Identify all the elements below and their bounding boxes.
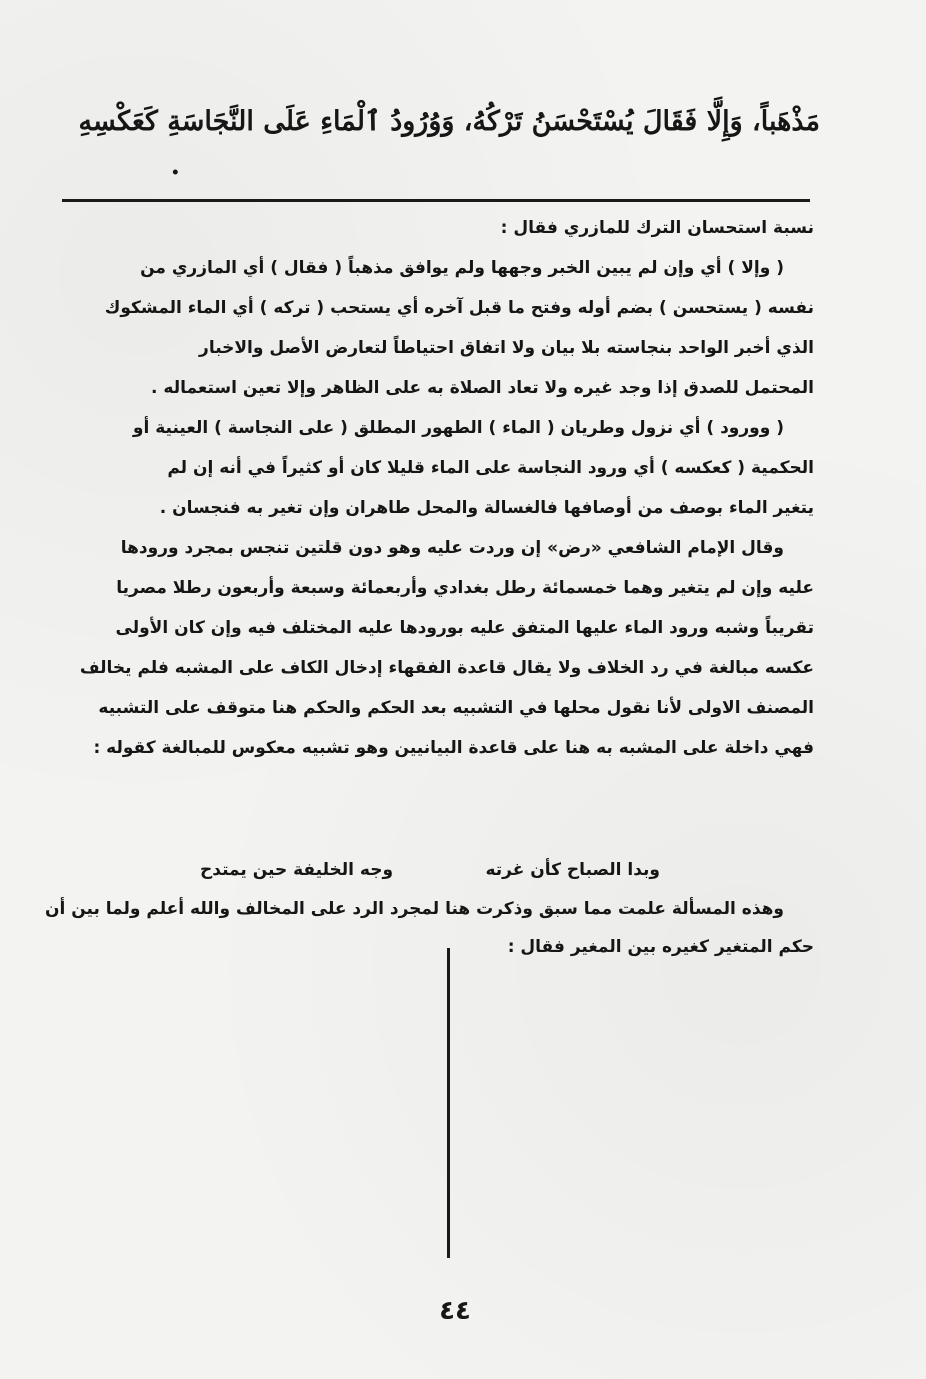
paragraph-line: الحكمية ( كعكسه ) أي ورود النجاسة على الماء قليلا كان أو كثيراً في أنه إن لم [167,458,814,478]
paragraph-line: وقال الإمام الشافعي «رض» إن وردت عليه وهو دون قلتين تنجس بمجرد ورودها [120,538,784,558]
matn-verse-text [60,100,820,188]
paragraph-line: يتغير الماء بوصف من أوصافها فالغسالة والمحل طاهران وإن تغير به فنجسان . [159,498,814,518]
poetry-verse [200,852,660,888]
paragraph-line: عليه وإن لم يتغير وهما خمسمائة رطل بغدادي وأربعمائة وسبعة وأربعون رطلا مصريا [116,578,814,598]
verse-hemistich-second: وجه الخليفة حين يمتدح [200,860,394,880]
paragraph-line: المحتمل للصدق إذا وجد غيره ولا تعاد الصلاة به على الظاهر وإلا تعين استعماله . [151,378,814,398]
closing-paragraph [44,890,814,966]
paragraph-line: ( وإلا ) أي وإن لم يبين الخبر وجهها ولم يوافق مذهباً ( فقال ) أي المازري من [140,258,784,278]
paragraph-line: المصنف الاولى لأنا نقول محلها في التشبيه بعد الحكم والحكم هنا متوقف على التشبيه [98,698,814,718]
paragraph-line: عكسه مبالغة في رد الخلاف ولا يقال قاعدة الفقهاء إدخال الكاف على المشبه فلم يخالف [79,658,814,678]
paragraph-line: حكم المتغير كغيره بين المغير فقال : [507,937,814,957]
paragraph-line: ( وورود ) أي نزول وطريان ( الماء ) الطهور المطلق ( على النجاسة ) العينية أو [132,418,784,438]
matn-line-1: مَذْهَباً، وَإِلَّا فَقَالَ يُسْتَحْسَنُ تَرْكُهُ، وَوُرُودُ ٱلْمَاءِ عَلَى النَّجَاسَةِ كَعَكْسِهِ [78,106,820,137]
horizontal-divider [62,199,810,202]
matn-line-2: . [170,150,180,181]
commentary-body [58,208,814,768]
page-number: ٤٤ [439,1296,471,1326]
verse-hemistich-first: وبدا الصباح كأن غرته [485,860,660,880]
vertical-divider [447,948,450,1258]
commentary-heading: نسبة استحسان الترك للمازري فقال : [500,218,814,238]
paragraph-line: فهي داخلة على المشبه به هنا على قاعدة البيانيين وهو تشبيه معكوس للمبالغة كقوله : [93,738,814,758]
paragraph-line: تقريباً وشبه ورود الماء عليها المتفق عليه بورودها عليه المختلف فيه وإن كان الأولى [115,618,814,638]
paragraph-line: نفسه ( يستحسن ) بضم أوله وفتح ما قبل آخره أي يستحب ( تركه ) أي الماء المشكوك [104,298,814,318]
paragraph-line: وهذه المسألة علمت مما سبق وذكرت هنا لمجرد الرد على المخالف والله أعلم ولما بين أن [44,899,784,919]
paragraph-line: الذي أخبر الواحد بنجاسته بلا بيان ولا اتفاق احتياطاً لتعارض الأصل والاخبار [199,338,814,358]
